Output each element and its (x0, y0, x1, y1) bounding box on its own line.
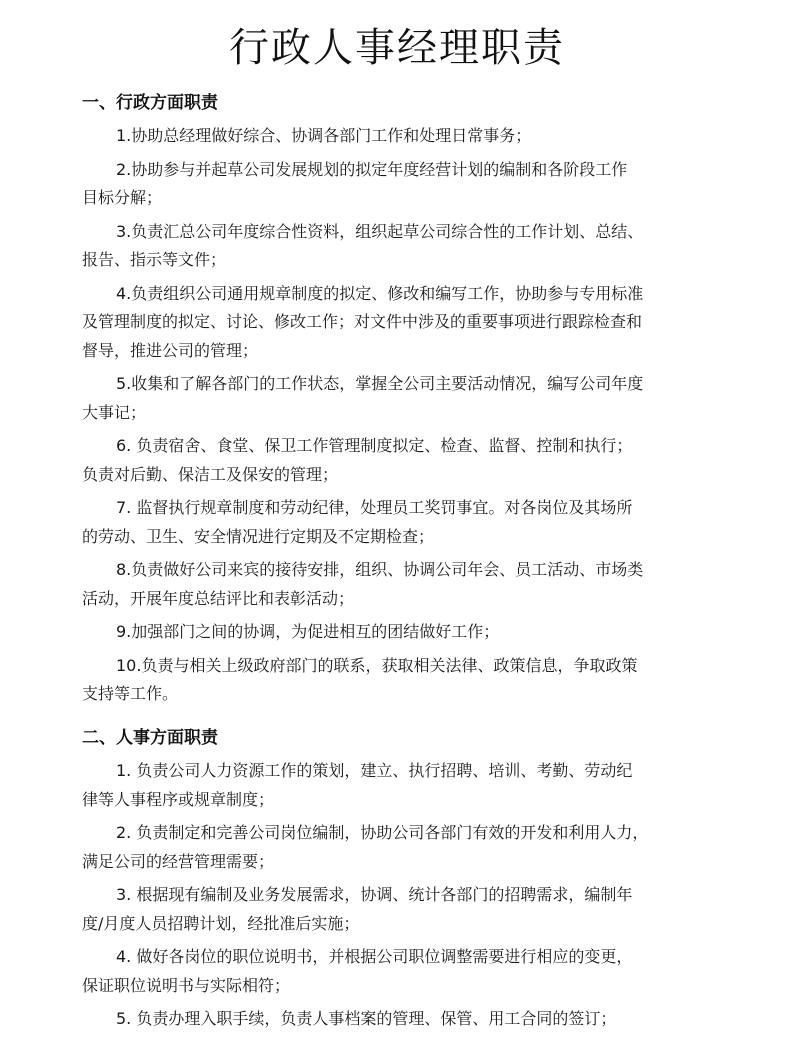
item-line-first: 5.收集和了解各部门的工作状态，掌握全公司主要活动情况，编写公司年度 (116, 374, 644, 393)
list-item (82, 122, 722, 151)
list-item (82, 1005, 722, 1034)
section-hr-duties (82, 726, 722, 1039)
list-item (82, 156, 722, 213)
item-line-first: 1.协助总经理做好综合、协调各部门工作和处理日常事务； (116, 126, 532, 145)
list-item (82, 280, 722, 366)
item-line-continued: 律等人事程序或规章制度； (82, 789, 275, 809)
item-line-continued: 及管理制度的拟定、讨论、修改工作；对文件中涉及的重要事项进行跟踪检查和 (82, 312, 643, 331)
list-item (82, 757, 722, 814)
duty-list (82, 757, 722, 1034)
item-line-first: 8.负责做好公司来宾的接待安排，组织、协调公司年会、员工活动、市场类 (116, 560, 644, 579)
item-line-continued: 大事记； (82, 402, 147, 422)
item-line-continued: 支持等工作。 (82, 684, 179, 703)
item-line-first: 5. 负责办理入职手续，负责人事档案的管理、保管、用工合同的签订； (116, 1009, 617, 1028)
duty-list (82, 122, 722, 709)
item-line-first: 9.加强部门之间的协调，为促进相互的团结做好工作； (116, 622, 500, 641)
item-line-continued: 目标分解； (82, 188, 163, 207)
list-item (82, 881, 722, 938)
item-line-continued: 报告、指示等文件； (82, 250, 227, 269)
list-item (82, 494, 722, 551)
list-item (82, 218, 722, 275)
list-item (82, 819, 722, 876)
item-line-continued: 活动，开展年度总结评比和表彰活动； (82, 588, 355, 608)
list-item (82, 943, 722, 1000)
item-line-first: 4. 做好各岗位的职位说明书，并根据公司职位调整需要进行相应的变更， (116, 947, 633, 966)
section-heading: 二、人事方面职责 (82, 728, 218, 748)
item-line-first: 2.协助参与并起草公司发展规划的拟定年度经营计划的编制和各阶段工作 (116, 159, 628, 179)
item-line-continued: 满足公司的经营管理需要； (82, 851, 275, 871)
item-line-continued: 负责对后勤、保洁工及保安的管理； (82, 464, 339, 484)
section-admin-duties (82, 91, 722, 714)
document-title: 行政人事经理职责 (229, 25, 565, 71)
list-item (82, 618, 722, 647)
item-line-continued: 度/月度人员招聘计划，经批准后实施； (82, 913, 360, 933)
list-item (82, 556, 722, 613)
section-heading: 一、行政方面职责 (82, 93, 218, 113)
list-item (82, 370, 722, 427)
item-line-first: 3.负责汇总公司年度综合性资料，组织起草公司综合性的工作计划、总结、 (116, 221, 644, 241)
item-line-first: 1. 负责公司人力资源工作的策划，建立、执行招聘、培训、考勤、劳动纪 (116, 761, 633, 780)
item-line-continued: 的劳动、卫生、安全情况进行定期及不定期检查； (82, 526, 435, 546)
item-line-continued: 督导，推进公司的管理； (82, 340, 259, 360)
item-line-first: 10.负责与相关上级政府部门的联系，获取相关法律、政策信息，争取政策 (116, 655, 638, 675)
item-line-first: 3. 根据现有编制及业务发展需求，协调、统计各部门的招聘需求，编制年 (116, 885, 633, 904)
list-item (82, 432, 722, 489)
item-line-first: 6. 负责宿舍、食堂、保卫工作管理制度拟定、检查、监督、控制和执行； (116, 436, 633, 455)
item-line-first: 7. 监督执行规章制度和劳动纪律，处理员工奖罚事宜。对各岗位及其场所 (116, 498, 633, 517)
list-item (82, 652, 722, 709)
item-line-first: 2. 负责制定和完善公司岗位编制，协助公司各部门有效的开发和利用人力， (116, 823, 649, 842)
item-line-continued: 保证职位说明书与实际相符； (82, 975, 291, 995)
item-line-first: 4.负责组织公司通用规章制度的拟定、修改和编写工作，协助参与专用标准 (116, 283, 644, 303)
